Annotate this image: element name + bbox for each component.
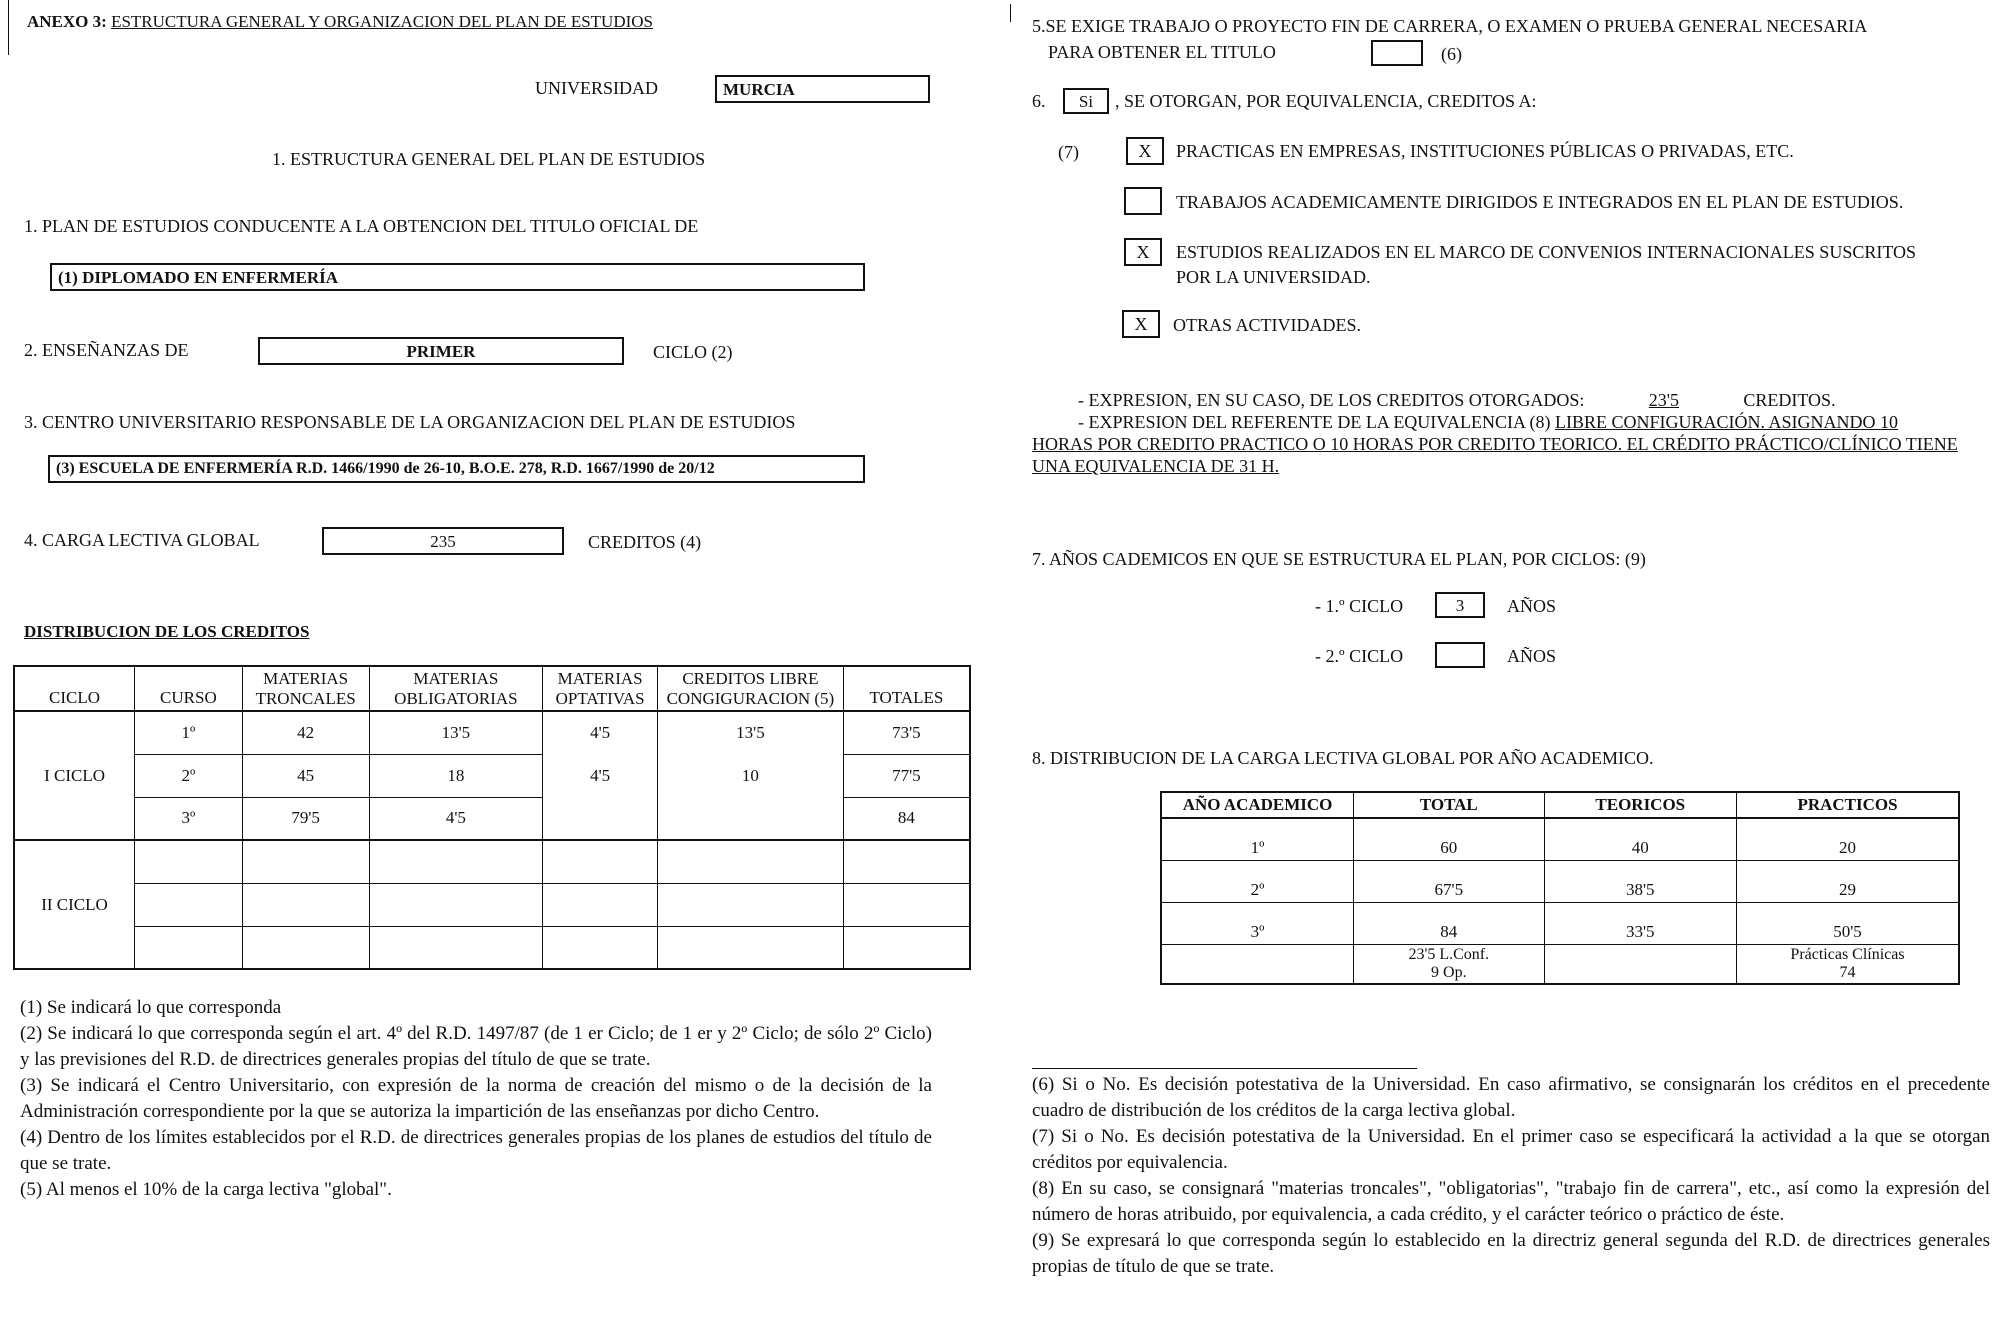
checkbox-otras[interactable]: X <box>1122 310 1160 338</box>
cell-obligatorias: 18 <box>369 754 543 797</box>
option-trabajos-label: TRABAJOS ACADEMICAMENTE DIRIGIDOS E INTEGRADOS EN EL PLAN DE ESTUDIOS. <box>1176 192 1904 212</box>
q7-cycle-2-label: - 2.º CICLO <box>1315 646 1404 666</box>
footnote-6: (6) Si o No. Es decisión potestativa de la Universidad. En caso afirmativo, se consignarán los créditos en el precedente cuadro de distribución de los créditos de la carga lectiva global. <box>1032 1074 1990 1121</box>
col-optativas-header: MATERIAS OPTATIVAS <box>543 666 658 711</box>
credits-table-header-row <box>14 666 970 711</box>
col-total-header: TOTAL <box>1354 792 1544 818</box>
table-row <box>14 926 970 969</box>
col-ciclo-header: CICLO <box>14 666 135 711</box>
cell-libre-config: 10 <box>658 754 844 797</box>
cell-troncales: 79'5 <box>242 797 369 840</box>
table-row <box>14 883 970 926</box>
footnote-7: (7) Si o No. Es decisión potestativa de la Universidad. En el primer caso se especificará la actividad a la que se otorgan créditos por equivalencia. <box>1032 1126 1990 1173</box>
table-row <box>14 840 970 883</box>
q8-label: 8. DISTRIBUCION DE LA CARGA LECTIVA GLOBAL POR AÑO ACADEMICO. <box>1032 748 1654 768</box>
footnote-4: (4) Dentro de los límites establecidos por el R.D. de directrices generales propias de los planes de estudios del título de que se trate. <box>20 1127 932 1174</box>
table-row <box>1161 902 1959 944</box>
ciclo-2-label: II CICLO <box>14 840 135 969</box>
cell-teoricos: 38'5 <box>1544 860 1737 902</box>
col-libre-config-header: CREDITOS LIBRE CONGIGURACION (5) <box>658 666 844 711</box>
cell-curso: 3º <box>135 797 243 840</box>
left-footnotes <box>20 995 932 1203</box>
col-troncales-header: MATERIAS TRONCALES <box>242 666 369 711</box>
footnote-9: (9) Se expresará lo que corresponda según lo establecido en la directriz general segunda del R.D. de directrices generales propias de título de que se trate. <box>1032 1230 1990 1277</box>
cell-troncales: 45 <box>242 754 369 797</box>
q2-label: 2. ENSEÑANZAS DE <box>24 340 189 360</box>
q5-answer-field <box>1371 40 1423 66</box>
q7-cycle-2-suffix: AÑOS <box>1507 646 1557 666</box>
table-row <box>14 754 970 797</box>
cell-obligatorias: 13'5 <box>369 711 543 754</box>
q7-cycle-1-label: - 1.º CICLO <box>1315 596 1404 616</box>
col-teoricos-header: TEORICOS <box>1544 792 1737 818</box>
cell-ano: 2º <box>1161 860 1354 902</box>
q7-cycle-1-suffix: AÑOS <box>1507 596 1557 616</box>
expr2-value-line-2: HORAS POR CREDITO PRACTICO O 10 HORAS POR CREDITO TEORICO. EL CRÉDITO PRÁCTICO/CLÍNICO TIENE <box>1032 434 1958 454</box>
cell-curso: 1º <box>135 711 243 754</box>
cell-obligatorias: 4'5 <box>369 797 543 840</box>
cell-totales: 77'5 <box>843 754 970 797</box>
cell-teoricos: 40 <box>1544 818 1737 860</box>
q7-cycle-2-field <box>1435 642 1485 668</box>
expr2-value-line-3: UNA EQUIVALENCIA DE 31 H. <box>1032 456 1280 476</box>
cell-total: 84 <box>1354 902 1544 944</box>
page-edge-mark <box>1010 4 1011 22</box>
checkbox-convenios[interactable]: X <box>1124 238 1162 266</box>
cell-total: 67'5 <box>1354 860 1544 902</box>
cell-total-extra <box>1354 944 1544 984</box>
cell-ano: 1º <box>1161 818 1354 860</box>
expr1-line <box>1078 390 1836 411</box>
footnote-2: (2) Se indicará lo que corresponda según el art. 4º del R.D. 1497/87 (de 1 er Ciclo; de 1 er y 2º Ciclo; de sólo 2º Ciclo) y las previsiones del R.D. de directrices generales propias del título de que se trate. <box>20 1023 932 1070</box>
cell-curso: 2º <box>135 754 243 797</box>
footnote-3: (3) Se indicará el Centro Universitario, con expresión de la norma de creación del mismo o de la decisión de la Administración correspondiente por la que se autoriza la impartición de las enseñanzas por dicho Centro. <box>20 1075 932 1122</box>
col-curso-header: CURSO <box>135 666 243 711</box>
section-heading: 1. ESTRUCTURA GENERAL DEL PLAN DE ESTUDIOS <box>272 149 706 169</box>
expr1-label: - EXPRESION, EN SU CASO, DE LOS CREDITOS OTORGADOS: <box>1078 390 1585 410</box>
cell-totales: 84 <box>843 797 970 840</box>
cell-totales: 73'5 <box>843 711 970 754</box>
page-edge-mark <box>8 0 9 55</box>
right-footnotes <box>1032 1072 1990 1280</box>
university-label: UNIVERSIDAD <box>535 78 658 98</box>
distribution-heading: DISTRIBUCION DE LOS CREDITOS <box>24 622 310 641</box>
cell-troncales: 42 <box>242 711 369 754</box>
q7-label: 7. AÑOS CADEMICOS EN QUE SE ESTRUCTURA EL PLAN, POR CICLOS: (9) <box>1032 549 1646 569</box>
expr2-line <box>1078 412 1898 433</box>
year-table <box>1160 791 1960 985</box>
cell-ano: 3º <box>1161 902 1354 944</box>
q5-line-1: 5.SE EXIGE TRABAJO O PROYECTO FIN DE CARRERA, O EXAMEN O PRUEBA GENERAL NECESARIA <box>1032 16 1868 36</box>
checkbox-trabajos[interactable] <box>1124 187 1162 215</box>
q5-note: (6) <box>1441 44 1462 64</box>
cell-optativas: 4'5 <box>543 754 658 797</box>
expr2-label: - EXPRESION DEL REFERENTE DE LA EQUIVALENCIA (8) <box>1078 412 1551 432</box>
cell-practicos: 20 <box>1737 818 1959 860</box>
university-field: MURCIA <box>715 75 930 103</box>
cell-practicos: 29 <box>1737 860 1959 902</box>
expr2-value-line-1: LIBRE CONFIGURACIÓN. ASIGNANDO 10 <box>1554 412 1898 432</box>
annex-label: ANEXO 3: <box>27 12 107 31</box>
q4-credits-field: 235 <box>322 527 564 555</box>
cell-practicos: 50'5 <box>1737 902 1959 944</box>
cell-libre-config: 13'5 <box>658 711 844 754</box>
col-obligatorias-header: MATERIAS OBLIGATORIAS <box>369 666 543 711</box>
q7-cycle-1-field: 3 <box>1435 592 1485 618</box>
col-totales-header: TOTALES <box>843 666 970 711</box>
year-table-header-row <box>1161 792 1959 818</box>
cell-optativas: 4'5 <box>543 711 658 754</box>
q3-label: 3. CENTRO UNIVERSITARIO RESPONSABLE DE LA ORGANIZACION DEL PLAN DE ESTUDIOS <box>24 412 796 432</box>
q6-answer-field: Si <box>1063 88 1109 114</box>
cell-practicos-extra <box>1737 944 1959 984</box>
q3-center-field: (3) ESCUELA DE ENFERMERÍA R.D. 1466/1990 de 26-10, B.O.E. 278, R.D. 1667/1990 de 20/12 <box>48 455 865 483</box>
q1-label: 1. PLAN DE ESTUDIOS CONDUCENTE A LA OBTENCION DEL TITULO OFICIAL DE <box>24 216 699 236</box>
q6-text: , SE OTORGAN, POR EQUIVALENCIA, CREDITOS A: <box>1115 91 1537 111</box>
checkbox-practicas[interactable]: X <box>1126 137 1164 165</box>
q1-title-field: (1) DIPLOMADO EN ENFERMERÍA <box>50 263 865 291</box>
cell-total: 60 <box>1354 818 1544 860</box>
footnote-separator <box>1032 1068 1417 1069</box>
option-otras-label: OTRAS ACTIVIDADES. <box>1173 315 1362 335</box>
col-practicos-header: PRACTICOS <box>1737 792 1959 818</box>
col-ano-header: AÑO ACADEMICO <box>1161 792 1354 818</box>
cell-libre-config <box>658 797 844 840</box>
table-row <box>1161 818 1959 860</box>
q6-note: (7) <box>1058 142 1079 162</box>
table-row <box>1161 944 1959 984</box>
q5-line-2: PARA OBTENER EL TITULO <box>1048 42 1276 62</box>
cell-optativas <box>543 797 658 840</box>
option-practicas-label: PRACTICAS EN EMPRESAS, INSTITUCIONES PÚBLICAS O PRIVADAS, ETC. <box>1176 141 1794 161</box>
q2-cycle-field: PRIMER <box>258 337 624 365</box>
annex-title: ESTRUCTURA GENERAL Y ORGANIZACION DEL PLAN DE ESTUDIOS <box>111 12 653 31</box>
total-extra-line-1: 23'5 L.Conf. <box>1408 945 1490 963</box>
practicos-extra-line-2: 74 <box>1839 963 1856 981</box>
practicos-extra-line-1: Prácticas Clínicas <box>1790 945 1905 963</box>
option-convenios-label: ESTUDIOS REALIZADOS EN EL MARCO DE CONVENIOS INTERNACIONALES SUSCRITOS <box>1176 242 1917 262</box>
option-convenios-label-2: POR LA UNIVERSIDAD. <box>1176 267 1371 287</box>
expr1-suffix: CREDITOS. <box>1743 390 1836 410</box>
footnote-8: (8) En su caso, se consignará "materias troncales", "obligatorias", "trabajo fin de carrera", etc., así como la expresión del número de horas atribuido, por equivalencia, a cada crédito, y el carácter teórico o práctico de éste. <box>1032 1178 1990 1225</box>
q4-label: 4. CARGA LECTIVA GLOBAL <box>24 530 260 550</box>
total-extra-line-2: 9 Op. <box>1431 963 1467 981</box>
footnote-5: (5) Al menos el 10% de la carga lectiva "global". <box>20 1179 392 1200</box>
ciclo-1-label: I CICLO <box>14 711 135 840</box>
q2-suffix: CICLO (2) <box>653 342 733 362</box>
table-row <box>14 797 970 840</box>
q6-number: 6. <box>1032 91 1046 111</box>
table-row <box>1161 860 1959 902</box>
credits-table <box>13 665 971 970</box>
cell-teoricos: 33'5 <box>1544 902 1737 944</box>
expr1-value: 23'5 <box>1648 390 1680 410</box>
table-row <box>14 711 970 754</box>
footnote-1: (1) Se indicará lo que corresponda <box>20 997 282 1018</box>
annex-heading <box>27 12 653 32</box>
q4-suffix: CREDITOS (4) <box>588 532 702 552</box>
